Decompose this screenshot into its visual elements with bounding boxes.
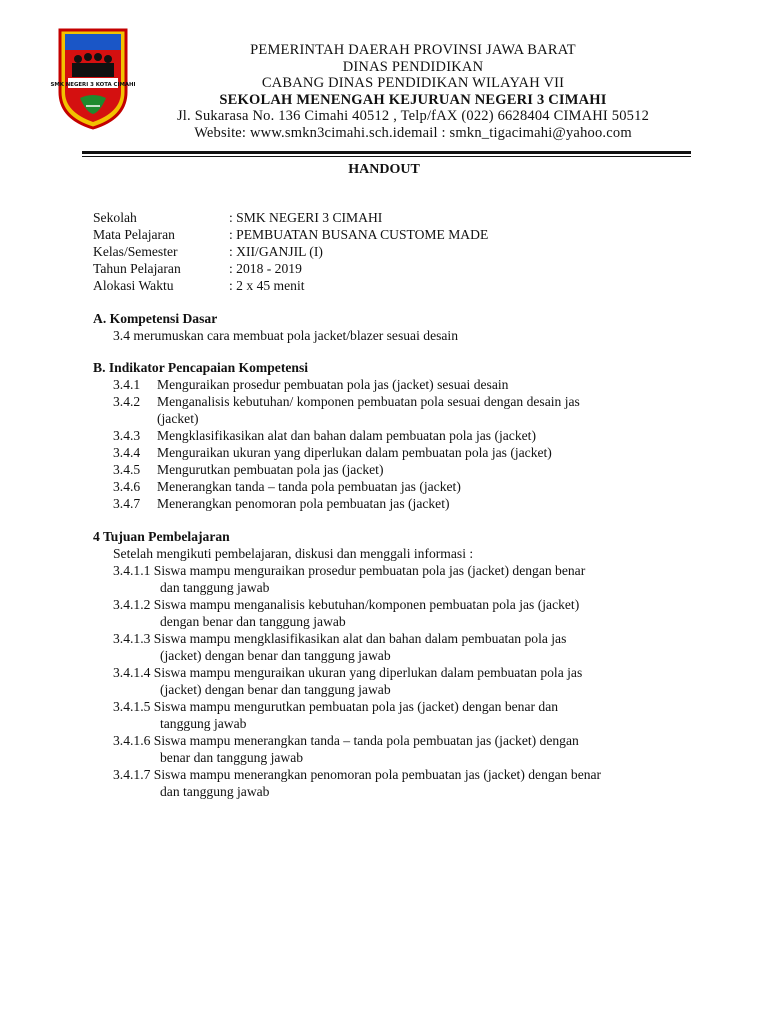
info-label: Mata Pelajaran	[93, 227, 175, 242]
objective-line: 3.4.1.3 Siswa mampu mengklasifikasikan alat dan bahan dalam pembuatan pola jas	[113, 631, 567, 646]
header-website: Website: www.smkn3cimahi.sch.idemail : smkn_tigacimahi@yahoo.com	[194, 124, 632, 141]
objective-line-continued: tanggung jawab	[160, 716, 247, 731]
info-value: : XII/GANJIL (I)	[229, 244, 323, 259]
objective-line-continued: benar dan tanggung jawab	[160, 750, 304, 765]
header-address: Jl. Sukarasa No. 136 Cimahi 40512 , Telp/fAX (022) 6628404 CIMAHI 50512	[176, 108, 650, 125]
indicator-number: 3.4.2	[113, 394, 141, 409]
header-government: PEMERINTAH DAERAH PROVINSI JAWA BARAT	[250, 42, 576, 58]
objective-line-continued: dengan benar dan tanggung jawab	[160, 614, 346, 629]
indicator-text: Menganalisis kebutuhan/ komponen pembuatan pola sesuai dengan desain jas	[157, 394, 580, 409]
header-rule-thin	[82, 156, 691, 157]
info-label: Kelas/Semester	[93, 244, 178, 259]
indicator-text-continued: (jacket)	[157, 411, 199, 426]
info-label: Tahun Pelajaran	[93, 261, 181, 276]
section-4-intro: Setelah mengikuti pembelajaran, diskusi dan menggali informasi :	[113, 546, 474, 561]
section-4-heading: 4 Tujuan Pembelajaran	[93, 529, 230, 544]
indicator-text: Menguraikan prosedur pembuatan pola jas (jacket) sesuai desain	[157, 377, 509, 392]
letterhead	[130, 42, 696, 142]
objective-line: 3.4.1.1 Siswa mampu menguraikan prosedur pembuatan pola jas (jacket) dengan benar	[113, 563, 586, 578]
indicator-text: Menerangkan tanda – tanda pola pembuatan jas (jacket)	[157, 479, 461, 494]
indicator-text: Mengurutkan pembuatan pola jas (jacket)	[157, 462, 384, 477]
info-value: : SMK NEGERI 3 CIMAHI	[229, 210, 383, 225]
indicator-number: 3.4.6	[113, 479, 141, 494]
objective-line: 3.4.1.7 Siswa mampu menerangkan penomoran pola pembuatan jas (jacket) dengan benar	[113, 767, 602, 782]
indicator-number: 3.4.5	[113, 462, 141, 477]
objective-line-continued: dan tanggung jawab	[160, 784, 270, 799]
section-a-heading: A. Kompetensi Dasar	[93, 311, 218, 326]
logo-text: SMK NEGERI 3 KOTA CIMAHI	[50, 82, 136, 88]
info-value: : PEMBUATAN BUSANA CUSTOME MADE	[229, 227, 489, 242]
info-label: Alokasi Waktu	[93, 278, 174, 293]
section-a-item: 3.4 merumuskan cara membuat pola jacket/blazer sesuai desain	[113, 328, 458, 343]
objective-line-continued: (jacket) dengan benar dan tanggung jawab	[160, 682, 391, 697]
section-b-heading: B. Indikator Pencapaian Kompetensi	[93, 360, 309, 375]
indicator-text: Menguraikan ukuran yang diperlukan dalam pembuatan pola jas (jacket)	[157, 445, 552, 460]
header-department: DINAS PENDIDIKAN	[342, 58, 484, 75]
header-rule-thick	[82, 151, 691, 154]
indicator-text: Menerangkan penomoran pola pembuatan jas (jacket)	[157, 496, 450, 511]
info-label: Sekolah	[93, 210, 137, 225]
objective-line-continued: (jacket) dengan benar dan tanggung jawab	[160, 648, 391, 663]
indicator-number: 3.4.7	[113, 496, 141, 511]
indicator-number: 3.4.3	[113, 428, 141, 443]
info-value: : 2018 - 2019	[229, 261, 302, 276]
info-value: : 2 x 45 menit	[229, 278, 305, 293]
indicator-text: Mengklasifikasikan alat dan bahan dalam pembuatan pola jas (jacket)	[157, 428, 536, 443]
header-school-name: SEKOLAH MENENGAH KEJURUAN NEGERI 3 CIMAHI	[219, 91, 607, 108]
document-title: HANDOUT	[348, 162, 420, 177]
header-branch: CABANG DINAS PENDIDIKAN WILAYAH VII	[261, 75, 565, 92]
objective-line: 3.4.1.2 Siswa mampu menganalisis kebutuhan/komponen pembuatan pola jas (jacket)	[113, 597, 580, 612]
indicator-number: 3.4.1	[113, 377, 141, 392]
objective-line-continued: dan tanggung jawab	[160, 580, 270, 595]
objective-line: 3.4.1.5 Siswa mampu mengurutkan pembuatan pola jas (jacket) dengan benar dan	[113, 699, 559, 714]
objective-line: 3.4.1.4 Siswa mampu menguraikan ukuran yang diperlukan dalam pembuatan pola jas	[113, 665, 583, 680]
objective-line: 3.4.1.6 Siswa mampu menerangkan tanda – tanda pola pembuatan jas (jacket) dengan	[113, 733, 579, 748]
school-logo	[50, 26, 136, 130]
indicator-number: 3.4.4	[113, 445, 141, 460]
